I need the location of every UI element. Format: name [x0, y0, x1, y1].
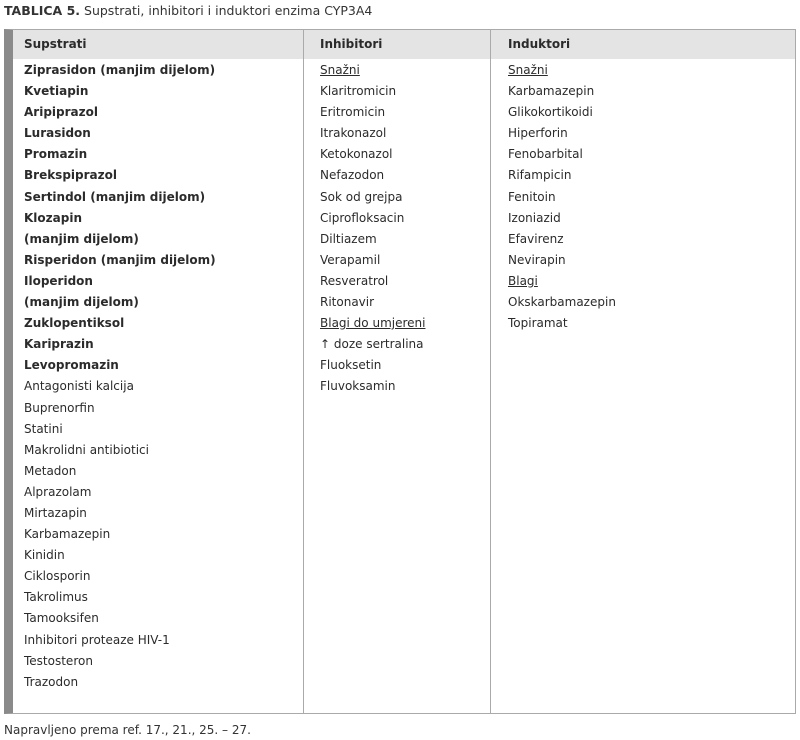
substrate-item: Ziprasidon (manjim dijelom)	[24, 63, 216, 77]
group-heading: Blagi do umjereni	[320, 316, 426, 331]
inducer-item: Fenitoin	[508, 189, 556, 204]
header-inhibitors: Inhibitori	[320, 37, 383, 51]
substrate-item: Mirtazapin	[24, 505, 87, 520]
substrate-item: Kinidin	[24, 548, 65, 563]
inducer-item: Izoniazid	[508, 210, 561, 225]
substrate-item: Takrolimus	[24, 590, 88, 605]
inhibitor-item: ↑ doze sertralina	[320, 337, 424, 352]
substrate-item: Kariprazin	[24, 337, 94, 352]
table-caption	[4, 3, 372, 18]
substrate-item: Buprenorfin	[24, 400, 95, 415]
substrate-item: Makrolidni antibiotici	[24, 442, 149, 457]
inhibitor-item: Fluoksetin	[320, 358, 382, 373]
inhibitor-item: Klaritromicin	[320, 84, 397, 99]
inhibitor-item: Nefazodon	[320, 168, 385, 183]
inducer-item: Okskarbamazepin	[508, 295, 616, 310]
substrate-item: Metadon	[24, 463, 77, 478]
inhibitor-item: Ciprofloksacin	[320, 210, 405, 225]
inducer-item: Rifampicin	[508, 168, 572, 183]
substrate-item: Testosteron	[24, 653, 93, 668]
inducer-item: Nevirapin	[508, 252, 566, 267]
substrate-item: Aripiprazol	[24, 105, 98, 120]
table-footnote: Napravljeno prema ref. 17., 21., 25. – 27.	[4, 723, 251, 737]
inhibitor-item: Itrakonazol	[320, 126, 387, 141]
inducer-item: Topiramat	[508, 316, 568, 331]
inhibitor-item: Verapamil	[320, 252, 381, 267]
inhibitor-item: Resveratrol	[320, 273, 389, 288]
substrate-item: Promazin	[24, 147, 88, 162]
caption-label: TABLICA 5.	[4, 3, 81, 18]
inhibitor-item: Ketokonazol	[320, 147, 393, 162]
inhibitor-item: Diltiazem	[320, 231, 377, 246]
inducer-item: Fenobarbital	[508, 147, 583, 162]
substrate-item: Levopromazin	[24, 358, 119, 373]
inducer-item: Glikokortikoidi	[508, 105, 593, 120]
substrate-item: Lurasidon	[24, 126, 91, 141]
group-heading: Blagi	[508, 273, 538, 288]
column-divider	[490, 30, 491, 713]
substrate-item: Alprazolam	[24, 484, 92, 499]
group-heading: Snažni	[508, 63, 548, 77]
substrate-item: Klozapin	[24, 210, 82, 225]
substrate-item: Statini	[24, 421, 63, 436]
substrate-item: Karbamazepin	[24, 527, 111, 542]
substrate-item: Antagonisti kalcija	[24, 379, 134, 394]
column-divider	[303, 30, 304, 713]
table-header-row	[13, 30, 795, 59]
substrate-item: Iloperidon	[24, 273, 93, 288]
substrate-item: (manjim dijelom)	[24, 231, 139, 246]
inhibitor-item: Fluvoksamin	[320, 379, 396, 394]
cyp3a4-table	[4, 29, 796, 714]
header-substrates: Supstrati	[24, 37, 87, 51]
substrates-column	[24, 60, 216, 693]
inhibitor-item: Ritonavir	[320, 295, 375, 310]
inducer-item: Karbamazepin	[508, 84, 595, 99]
substrate-item: (manjim dijelom)	[24, 295, 139, 310]
header-inducers: Induktori	[508, 37, 571, 51]
substrate-item: Tamooksifen	[24, 611, 99, 626]
substrate-item: Sertindol (manjim dijelom)	[24, 189, 206, 204]
caption-text: Supstrati, inhibitori i induktori enzima CYP3A4	[84, 3, 373, 18]
substrate-item: Kvetiapin	[24, 84, 89, 99]
group-heading: Snažni	[320, 63, 360, 77]
substrate-item: Ciklosporin	[24, 569, 91, 584]
substrate-item: Zuklopentiksol	[24, 316, 125, 331]
substrate-item: Inhibitori proteaze HIV-1	[24, 632, 170, 647]
substrate-item: Risperidon (manjim dijelom)	[24, 252, 216, 267]
substrate-item: Trazodon	[24, 674, 79, 689]
inducer-item: Efavirenz	[508, 231, 564, 246]
inducers-column	[508, 60, 616, 334]
inducer-item: Hiperforin	[508, 126, 568, 141]
inhibitor-item: Eritromicin	[320, 105, 386, 120]
inhibitors-column	[320, 60, 425, 398]
inhibitor-item: Sok od grejpa	[320, 189, 403, 204]
substrate-item: Brekspiprazol	[24, 168, 117, 183]
